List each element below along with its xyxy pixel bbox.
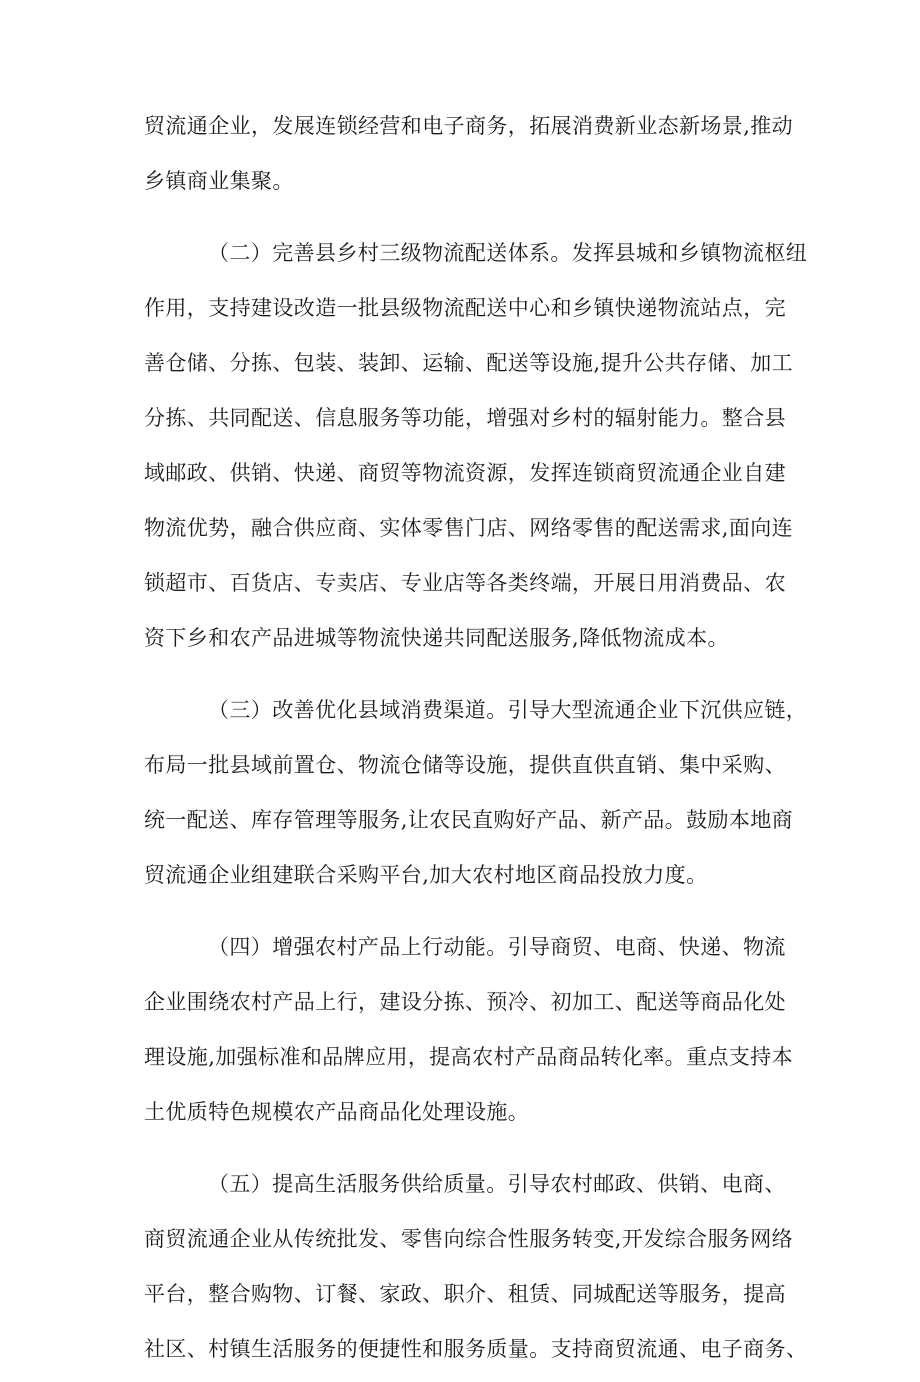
document-body: [144, 104, 808, 1382]
text-line: 锁超市、百货店、专卖店、专业店等各类终端，开展日用消费品、农: [144, 571, 786, 595]
text-line: 统一配送、库存管理等服务,让农民直购好产品、新产品。鼓励本地商: [144, 808, 794, 832]
paragraph-2: [144, 231, 808, 671]
text-line: 社区、村镇生活服务的便捷性和服务质量。支持商贸流通、电子商务、: [144, 1337, 808, 1361]
paragraph-4: [144, 925, 794, 1145]
text-line: 域邮政、供销、快递、商贸等物流资源，发挥连锁商贸流通企业自建: [144, 461, 786, 485]
text-line: 贸流通企业，发展连锁经营和电子商务，拓展消费新业态新场景,推动: [144, 114, 794, 138]
text-line: 乡镇商业集聚。: [144, 169, 294, 193]
text-line: （三）改善优化县域消费渠道。引导大型流通企业下沉供应链，: [208, 698, 808, 722]
text-line: 企业围绕农村产品上行，建设分拣、预冷、初加工、配送等商品化处: [144, 990, 786, 1014]
paragraph-continuation: [144, 104, 794, 214]
text-line: 作用，支持建设改造一批县级物流配送中心和乡镇快递物流站点，完: [144, 296, 786, 320]
text-line: 平台，整合购物、订餐、家政、职介、租赁、同城配送等服务，提高: [144, 1282, 786, 1306]
text-line: 布局一批县域前置仓、物流仓储等设施，提供直供直销、集中采购、: [144, 753, 786, 777]
text-line: 物流优势，融合供应商、实体零售门店、网络零售的配送需求,面向连: [144, 516, 794, 540]
paragraph-5: [144, 1162, 808, 1382]
text-line: 商贸流通企业从传统批发、零售向综合性服务转变,开发综合服务网络: [144, 1227, 794, 1251]
text-line: （四）增强农村产品上行动能。引导商贸、电商、快递、物流: [208, 935, 786, 959]
text-line: （二）完善县乡村三级物流配送体系。发挥县城和乡镇物流枢纽: [208, 241, 808, 265]
text-line: 分拣、共同配送、信息服务等功能，增强对乡村的辐射能力。整合县: [144, 406, 786, 430]
text-line: 土优质特色规模农产品商品化处理设施。: [144, 1100, 530, 1124]
paragraph-3: [144, 688, 808, 908]
text-line: 理设施,加强标准和品牌应用，提高农村产品商品转化率。重点支持本: [144, 1045, 794, 1069]
text-line: 贸流通企业组建联合采购平台,加大农村地区商品投放力度。: [144, 863, 708, 887]
text-line: 善仓储、分拣、包装、装卸、运输、配送等设施,提升公共存储、加工: [144, 351, 794, 375]
text-line: （五）提高生活服务供给质量。引导农村邮政、供销、电商、: [208, 1172, 786, 1196]
text-line: 资下乡和农产品进城等物流快递共同配送服务,降低物流成本。: [144, 626, 729, 650]
